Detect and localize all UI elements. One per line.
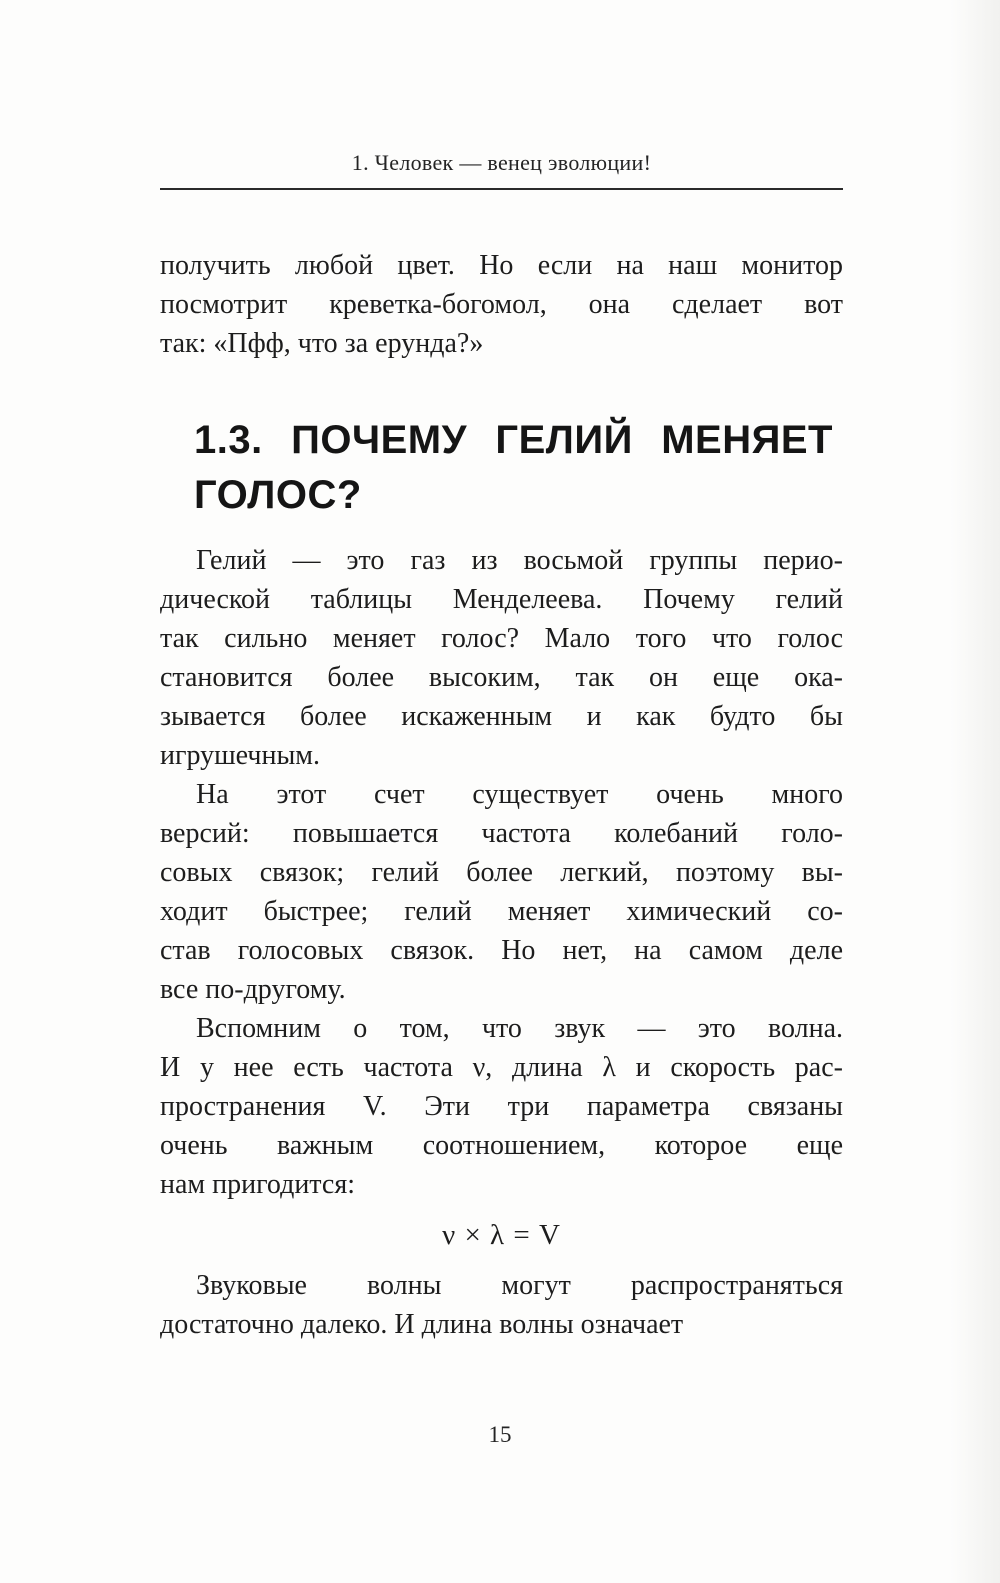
text-line: нам пригодится:	[160, 1169, 355, 1200]
section-heading	[194, 413, 843, 523]
text-line: так: «Пфф, что за ерунда?»	[160, 328, 484, 359]
text-line: Звуковые волны могут распространяться	[196, 1270, 843, 1301]
text-line: зывается более искаженным и как будто бы	[160, 701, 843, 732]
body-paragraph	[160, 775, 843, 1009]
text-line: все по-другому.	[160, 974, 346, 1005]
header-rule	[160, 188, 843, 190]
text-line: став голосовых связок. Но нет, на самом деле	[160, 935, 843, 966]
text-line: ходит быстрее; гелий меняет химический со-	[160, 896, 843, 927]
running-head: 1. Человек — венец эволюции!	[351, 150, 652, 175]
text-line: Гелий — это газ из восьмой группы перио-	[196, 545, 843, 576]
text-line: На этот счет существует очень много	[196, 779, 843, 810]
text-line: очень важным соотношением, которое еще	[160, 1130, 843, 1161]
heading-line: 1.3. ПОЧЕМУ ГЕЛИЙ МЕНЯЕТ	[194, 418, 833, 462]
body-paragraph	[160, 541, 843, 775]
formula: ν × λ = V	[442, 1219, 561, 1251]
text-line: Вспомним о том, что звук — это волна.	[196, 1013, 843, 1044]
text-line: пространения V. Эти три параметра связаны	[160, 1091, 843, 1122]
text-line: игрушечным.	[160, 740, 320, 771]
page-number: 15	[488, 1422, 512, 1447]
intro-paragraph	[160, 246, 843, 363]
text-line: посмотрит креветка-богомол, она сделает вот	[160, 289, 843, 320]
text-line: совых связок; гелий более легкий, поэтому вы-	[160, 857, 843, 888]
text-line: так сильно меняет голос? Мало того что голос	[160, 623, 843, 654]
text-line: получить любой цвет. Но если на наш монитор	[160, 250, 843, 281]
body-paragraph	[160, 1266, 843, 1344]
text-line: достаточно далеко. И длина волны означает	[160, 1309, 684, 1340]
body-paragraph	[160, 1009, 843, 1204]
heading-line: ГОЛОС?	[194, 473, 362, 517]
text-line: И у нее есть частота ν, длина λ и скорость рас-	[160, 1052, 843, 1083]
text-line: дической таблицы Менделеева. Почему гелий	[160, 584, 843, 615]
text-line: становится более высоким, так он еще ока-	[160, 662, 843, 693]
text-line: версий: повышается частота колебаний голо-	[160, 818, 843, 849]
